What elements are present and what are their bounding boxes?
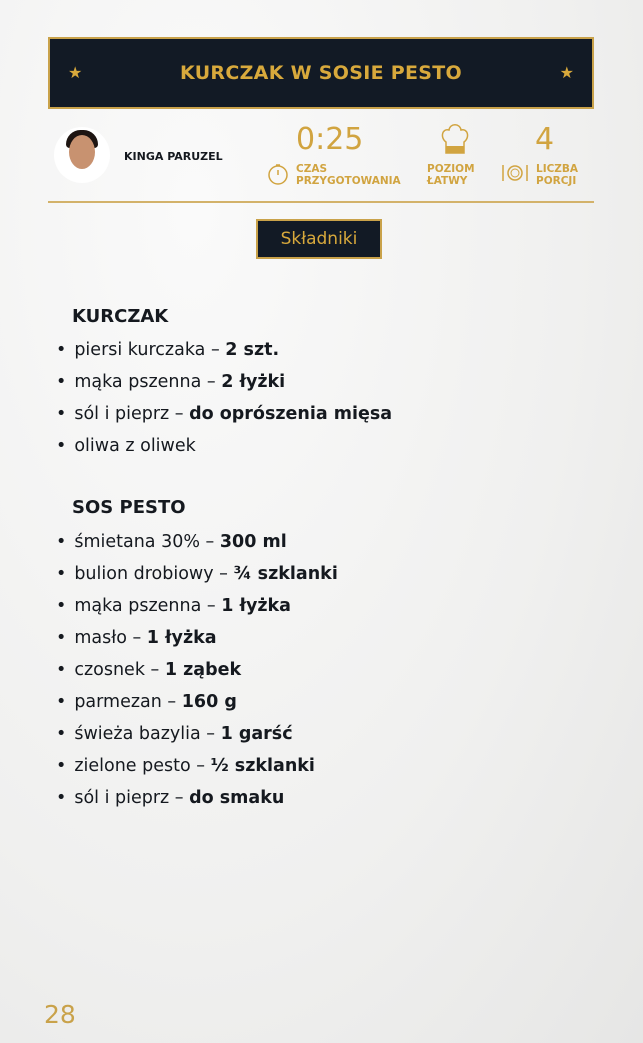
list-item: • mąka pszenna – 1 łyżka	[56, 595, 338, 627]
list-item: • śmietana 30% – 300 ml	[56, 531, 338, 563]
list-item: • masło – 1 łyżka	[56, 627, 338, 659]
prep-time-value: 0:25	[296, 122, 364, 157]
prep-time-label-2: PRZYGOTOWANIA	[296, 175, 401, 187]
list-item: • zielone pesto – ½ szklanki	[56, 755, 338, 787]
list-item: • sól i pieprz – do oprószenia mięsa	[56, 403, 392, 435]
divider	[48, 201, 594, 203]
section-title: KURCZAK	[72, 306, 169, 327]
plate-cutlery-icon	[500, 163, 530, 183]
chef-hat-icon	[440, 122, 470, 156]
level-label: POZIOM	[427, 163, 475, 175]
author-name: KINGA PARUZEL	[124, 150, 223, 163]
prep-time-label: CZAS	[296, 163, 328, 175]
ingredient-list	[56, 339, 392, 467]
section-title: SOS PESTO	[72, 497, 186, 518]
list-item: • oliwa z oliwek	[56, 435, 392, 467]
stopwatch-icon	[266, 162, 290, 186]
servings-label-2: PORCJI	[536, 175, 577, 187]
list-item: • piersi kurczaka – 2 szt.	[56, 339, 392, 371]
list-item: • bulion drobiowy – ¾ szklanki	[56, 563, 338, 595]
author-avatar	[54, 127, 110, 183]
page-number: 28	[44, 1000, 76, 1029]
star-icon: ★	[68, 63, 83, 82]
list-item: • sól i pieprz – do smaku	[56, 787, 338, 819]
list-item: • parmezan – 160 g	[56, 691, 338, 723]
level-value: ŁATWY	[427, 175, 468, 187]
list-item: • czosnek – 1 ząbek	[56, 659, 338, 691]
ingredient-list	[56, 531, 338, 819]
list-item: • świeża bazylia – 1 garść	[56, 723, 338, 755]
servings-label: LICZBA	[536, 163, 579, 175]
recipe-title: KURCZAK W SOSIE PESTO	[180, 62, 462, 84]
list-item: • mąka pszenna – 2 łyżki	[56, 371, 392, 403]
servings-value: 4	[535, 122, 555, 157]
recipe-title-banner	[48, 37, 594, 109]
tab-ingredients[interactable]: Składniki	[256, 219, 382, 259]
star-icon: ★	[559, 63, 574, 82]
